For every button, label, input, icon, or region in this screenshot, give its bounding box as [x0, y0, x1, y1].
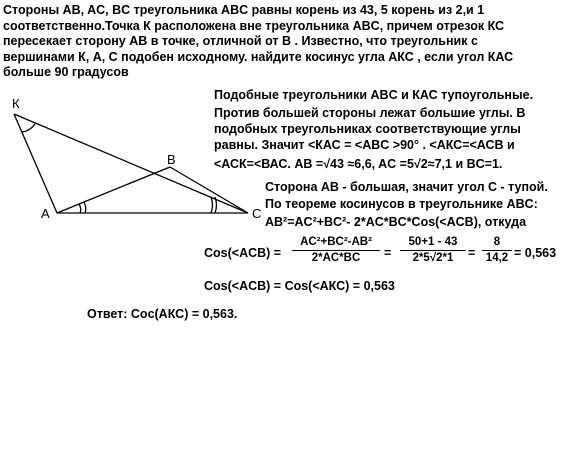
- vertex-label-k: К: [12, 96, 20, 111]
- vertex-label-b: B: [167, 152, 176, 167]
- angle-mark-a-2: [84, 202, 86, 213]
- segment-bc: [170, 167, 248, 213]
- equals-sign: =: [468, 246, 476, 260]
- cosine-equality: Cos(<ACB) = Cos(<АКС) = 0,563: [204, 279, 395, 293]
- formula-lhs: Cos(<ACB) =: [204, 246, 282, 260]
- angle-mark-c-2: [215, 197, 217, 213]
- solution-line: AB²=AC²+BC²- 2*AC*BC*Cos(<ACB), откуда: [265, 215, 527, 229]
- vertex-label-a: A: [41, 206, 50, 221]
- solution-line: Против большей стороны лежат большие углы. В: [214, 106, 526, 120]
- problem-line: пересекает сторону AB в точке, отличной от B . Известно, что треугольник с: [3, 34, 478, 49]
- fraction-numerator: 50+1 - 43: [408, 236, 458, 248]
- problem-statement: [3, 3, 513, 81]
- solution-line: Подобные треугольники ABC и КАС тупоугольные.: [214, 88, 534, 102]
- fraction-bar: [292, 250, 380, 251]
- fraction-numerator: AC²+BC²-AB²: [300, 236, 372, 248]
- vertex-label-c: C: [252, 206, 262, 221]
- angle-mark-a: [79, 204, 81, 213]
- fraction-numeric: [482, 236, 512, 265]
- problem-line: соответственно.Точка К расположена вне треугольника ABC, причем отрезок КС: [3, 18, 505, 33]
- solution-line: равны. Значит <КАС = <ABC >90° . <АКС=<АСВ и: [214, 138, 515, 152]
- problem-line: больше 90 градусов: [3, 65, 129, 80]
- fraction-bar: [400, 250, 466, 251]
- fraction-denominator: 2*5√2*1: [412, 252, 454, 264]
- fraction-general: [292, 236, 380, 265]
- segment-ab: [57, 167, 170, 213]
- solution-line: Сторона AB - большая, значит угол C - тупой.: [265, 180, 548, 194]
- solution-line: подобных треугольниках соответствующие углы: [214, 122, 521, 136]
- fraction-denominator: 14,2: [485, 252, 509, 264]
- fraction-denominator: 2*AC*BC: [311, 252, 361, 264]
- segment-kc: [14, 114, 248, 213]
- answer: Ответ: Coc(АКС) = 0,563.: [87, 307, 238, 321]
- solution-line: По теореме косинусов в треугольнике ABC:: [265, 197, 538, 211]
- equals-sign: =: [384, 246, 392, 260]
- angle-mark-k: [22, 124, 35, 132]
- angle-mark-c: [211, 197, 213, 213]
- fraction-numerator: 8: [493, 236, 501, 248]
- problem-line: Стороны AB, AC, BC треугольника ABC равны корень из 43, 5 корень из 2,и 1: [3, 3, 485, 17]
- fraction-bar: [482, 250, 512, 251]
- solution-line: <АСК=<ВАС. AB =√43 ≈6,6, AC =5√2≈7,1 и BC=1.: [214, 157, 503, 171]
- problem-line: вершинами К, A, C подобен исходному. найдите косинус угла AКС , если угол КАС: [3, 49, 514, 64]
- fraction-substituted: [400, 236, 466, 265]
- formula-result: = 0,563: [514, 246, 557, 260]
